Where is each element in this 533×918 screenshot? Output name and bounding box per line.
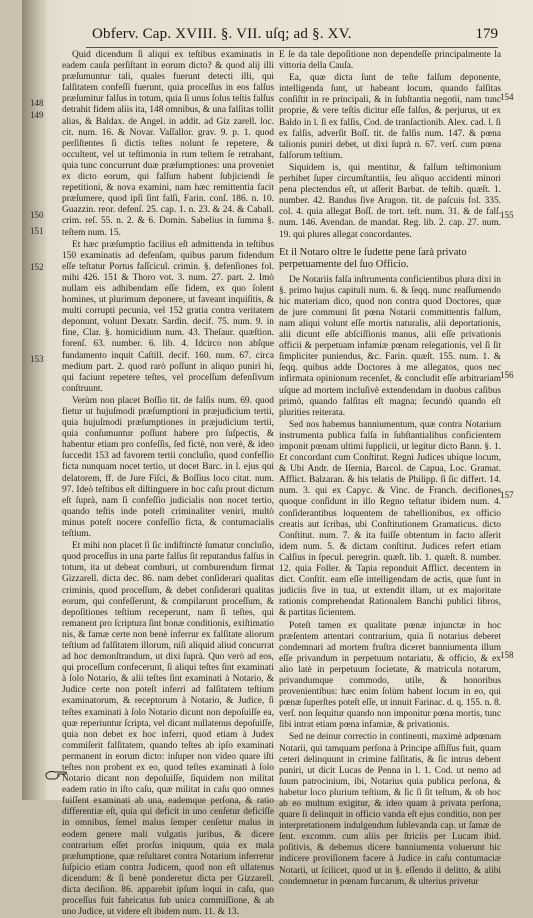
left-margin-numbers bbox=[28, 50, 58, 800]
paragraph: Sed nos habemus banniumentum, quæ contra Notarium instrumenta publica falſa in ſubſtantialibus conficientem imponit pœnam ultimi ſupplicii, ut legitur dicto Bann. §. 1. Et concordant cum Conſtitut. Regni Judices ubique locum, & Ubi Andr. de Iſernia, Barcol. de Capua, Loc. Gramat. Afflict. Balzaran. & his telatis de Philipp. ſi ſic differt. 14. num. 3. qui ex Capyc. & Vinc. de Franch. decifiones quoque conſidunt in illo Regno teſtatur ibidem num. 4. conſiderantibus loquentem de tabellionibus, ex officio creatis aut ſcribas, ubi Conſtitutionem Gramaticus. dicto Conſtitut. num. 7. & ita fuiſſe obtentum in facto aſſerit idem num. 5. & dictam conſtitut. Judices refert etiam Calſius in ſpecul. peregrin. quæſt. lib. 1. quæſt. 8. number. 12. quia Foller. & Tapia reponduit Afflict. decentem in dict. Conſtit. eam eſſe intelligendam de actis, quæ ſunt in judiciis ſive in tua, ut extendit illam, ut ex majoritate rationis comprehendat Rationalem Banchi publici libros, & partitas ſicientem. bbox=[279, 419, 501, 619]
margin-number: 149 bbox=[30, 110, 44, 120]
margin-number: 158 bbox=[500, 650, 514, 660]
running-header bbox=[92, 26, 512, 46]
pointing-hand-icon bbox=[45, 765, 67, 781]
margin-number: 157 bbox=[500, 490, 514, 500]
paragraph: De Notariis falſa inſtrumenta conficientibus plura dixi in §. primo hujus capituli num. 6. & ſeqq. nunc reaſſumendo hic materiam dico, quod non contra quod Doctores, quæ de jure communi ſit pœna Notarii committentis falſum, nam aliqui volunt eſſe mortis naturalis, alii deportationis, alii dicunt eſſe abſciſſionis manus, alii eſſe privationis officii & perpetuam infamiæ pœnam relegationis, vel ſi ſit ſimpliciter puniendus, &c. Farin. quæſt. 155. num. 1. & ſeqq. quibus adde Doctores à me allegatos, quos nec infirmata opinionum recenſet, & concludit eſſe arbitrariam uſque ad mortem incluſivè extendendam in duobus caſibus primò, quando falſitas eſt magna; ſecundò quando eſt plurities reiterata. bbox=[279, 274, 501, 418]
header-rule bbox=[86, 47, 498, 48]
right-column bbox=[279, 50, 501, 887]
margin-number: 152 bbox=[30, 262, 44, 272]
intro-paragraph: E ſe da tale depoſitione non dependeſſe principalmente la vittoria della Cauſa. bbox=[279, 50, 501, 72]
right-margin-numbers bbox=[500, 50, 530, 800]
paragraph: Verùm non placet Boſſio tit. de falſis num. 69. quod fietur ut hujuſmodi præſumptioni in præjudicium tertii, quia hujuſmodi præſumptiones in præjudicium tertii, quia conſumuntur poſſunt habere pro ſuſpectis, & habentur etiam pro confeſſis, ſed fictè, non verè, & ideo ſuccedit 153 ad favorem tertii concluſio, quod confeſſio ficta nunquam nocet tertio, ut docet Barc. in l. ejus qui delatorem, ff. de Jure Fiſci, & Boſſius loco citat. num. 97. Ideò teſtibus eſt diſtinguere in hoc caſu prout dictum eſt ſuprà, nam ſi confeſſio judicialis non nocet tertio, quando teſtis inde poteſt criminaliter veniri, multò minus poteſt nocere confeſſio ficta, & contumacialis teſtium. bbox=[62, 395, 274, 540]
paragraph: Et mihi non placet ſi ſic indiſtinctè ſumatur concluſio, quod proceſſus in una parte falſus ſit reputandus falſus in totum, ita ut debeat comburi, ut comburendum firmat Gizzarell. dicta dec. 86. nam debet conſiderari qualitas criminis, quod proceſſum, & debet conſiderari qualitas eorum, qui confeſſerunt, & compilarunt proceſſum, & depoſitiones teſtium receperunt, nam ſi teſtes, qui remanent pro ſcriptura ſint bonæ conditionis, exiſtimatio nis, & famæ certe non benè inferrur ex falſitate aliorum teſtium ad falſitatem illorum, niſi aliquid aliud concurrat ad hoc demonſtrandum, ut dixi ſuprà. Quo verò ad eos, qui proceſſum confecerunt, ſi aliqui teſtes ſint examinati à ſolo Notario, & alii teſtes ſint examinati à Notario, & Judice certe non poteſt inferri ad falſitatem teſtium examinatorum, & receptorum à Notario, & Judice, ſi teſtes examinati à ſolo Notario dicunt non depoſuiſſe ea, quæ reperiuntur ſcripta, vel dicant nullatenus depoſuiſſe, quia non debet ex hoc inferri, quod etiam à Judex commiſerit falſitatem, quando teſtes ab ipſo examinati permanent in eorum dicto: inſuper non video quare iſti teſtes non probent ex eo, quod teſtes examinati à ſolo Notario dicant non depoſuiſſe, ſiquidem non militat eadem ratio in iſto caſu, quæ militat in caſu quo omnes fuiſſent examinati ab una, eademque perſona, & ratio differentiæ eſt, quia qui deficit in uno cenſetur deficiſſe in omnibus, ſemel malus ſemper cenſetur malus in eodem genere mali vulgatis juribus, & dicere contrarium eſſet prorſus iniquum, quia ex mala præſumptione, quæ reſultaret contra Notarium inferretur ſuſpicio etiam contra Judicem, quod non eſt ullatenus dicendum: & ſi benè ponderetur dicta per Gizzarell. dicta deciſion. 86. apparebit ipſum loqui in caſu, quo proceſſus fuit fabricatus ſub unica commiſſione, & ab uno Judice, ut videre eſt ibidem num. 11. & 13. bbox=[62, 541, 274, 918]
left-column bbox=[62, 50, 274, 918]
margin-number: 156 bbox=[500, 370, 514, 380]
page-number: 179 bbox=[475, 26, 498, 42]
paragraph: Poteſt tamen ex qualitate pœnæ injunctæ in hoc præſentem attentari contrarium, quia ſi notarius deberet condemnari ad mortem fruſtra diceret banniumenta illum eſſe privandum in perpetuum notariatu, & officio, & ex alio latè in perpetuum ſocietate, & matricula notarum, privandumque commodo, utile, & honoribus provenientibus: hæc enim ſolùm habent locum in eo, qui pœnæ ſuperſtes poteſt eſſe, ut innuit Farinac. d. q. 155. n. 8. verſ. non ſequitur quando non imponitur pœna mortis, tunc ſibi intrat etiam pœna infamiæ, & privationis. bbox=[279, 620, 501, 731]
paragraph: Ea, quæ dicta ſunt de teſte falſum deponente, intelligenda ſunt, ut habeant locum, quando falſitas conſiſtit in re principali, & in ſubſtantia negotii, nam tunc proprie, & vere teſtis dicitur eſſe falſus, & perjurus, ut ex Baldo in l. ſi ex falſis, Cod. de tranſactionib. Alex. cad. l. ſi ex falſis, adverſit Boſſ. tit. de falſis num. 147. & pœna talionis puniri debet, ut dixi ſuprà n. 67. verſ. cum pœna falſorum teſtium. bbox=[279, 73, 501, 161]
paragraph: Sed ne deinur correctio in continenti, maximè adpœnam Notarii, qui tamquam perſona à Principe aſſiſſus fuit, quam ceteri delinquunt in crimine falſitatis, & ſic intrus debent puniri, ut dicit Lucas de Penna in l. 1. Cod. ut nemo ad ſuum patrocinium, ibi, Notarius quia publica perſona, & habetur loco plurium teſtium, & ſic ſi ſit teſtum, & ob hoc ab eo multum exigitur, & ideo quam à privata perſona, quare ſi delinquit in officio vanda eſt ejus conditio, non per interpretationem indulgendum ſublevanda cap. ut ſamæ de ſent. excomm. cum aliis per ſtriciis per Lucam ibid. poſitivis, & debemus dicere banniumenta voluerunt hic indicere proviſionem facere à Judice in caſu contumaciæ Notarii, ut ſcilicet, quod ut in §. eſſendo il delitto, & alibi condemnetur in pœnam furcarum, & ulterius privetur bbox=[279, 732, 501, 887]
running-title: Obferv. Cap. XVIII. §. VII. uſq; ad §. XV. bbox=[92, 26, 352, 42]
margin-number: 150 bbox=[30, 210, 44, 220]
margin-number: 148 bbox=[30, 98, 44, 108]
margin-number: 154 bbox=[500, 92, 514, 102]
margin-number: 153 bbox=[30, 354, 44, 364]
paragraph: Et hæc præſumptio facilius eſt admittenda in teſtibus 150 examinatis ad defenſam, quibus parum fidendum eſſe teſtatur Portus faſſcicul. crimin. §. defenſiones fol. mihi 426. 151 & Thoro vot. 3. num. 27. part. 2. Imò nullam eis adhibendam eſſe fidem, ex quo ſolent homines, ut plurimum deponere, ut faveant inquiſitis, & multi corrupti pecunia, vel 152 gratia contra veritatem deponunt, volunt Dexatr. Sardin. decif. 75. num. 9. in fine, Clar. §. homicidium num. 43. Theſaur. quæſtion. forenſ. 63. number. 6. lib. 4. Idcirco non abſque fundamento inquit Caſtill. decif. 160. num. 67. circa medium part. 2. quod rarò poſſunt in aliquo puniri hi, qui faciunt repetere teſtes, vel proceſſum defenſivum conſtruunt. bbox=[62, 239, 274, 394]
margin-number: 155 bbox=[500, 210, 514, 220]
paragraph: Siquidem is, qui mentitur, & falſum teſtimonium perhibet ſuper circumſtantiis, ſeu aliquo accidenti minori pena plectendus eſt, ut aſſerit Barbat. de teſtib. quæſt. 1. number. 42. Bandus ſive Aragon. tit. de paſcuis fol. 335. col. 4. quia allegat Boſſ. de tort. teſt. num. 31. & de falſ. num. 146. Avendan. de mandat. Reg. lib. 2. cap. 27. num. 19. qui plures allegat concordantes. bbox=[279, 162, 501, 240]
section-heading: Et il Notaro oltre le ſudette pene ſarà privato perpetuamente del ſuo Officio. bbox=[279, 246, 467, 270]
margin-number: 151 bbox=[30, 226, 44, 236]
paragraph: Quid dicendum ſi aliqui ex teſtibus examinatis in eadem cauſa perſiſtant in eorum dicto? & quod alij illi præſumuntur tali, quales fuerunt detecti illi, qui falſitatem confeſſi fuerunt, quia proceſſus in eos falſus præſumitur falſus in totum, quia ſi unus ſolus teſtis falſus detrahit fidem aliis ita, 148 omnibus, & una falſitas tollit alias, & Baldax. de Angel. in addit. ad Giz zarell. loc. cit. num. 16. & Novar. Vaſſallor. grav. 9. p. 1. quod perſiſtentes ſi dictis teſtes nolunt ſe repetere, & occultent, vel ut teſtimonia in rum teſtem ſe retrahant, quia tunc concurrunt duæ præſumptiones: una proveniet ex dicto eorum, qui falſum habent ſubjiciendi ſe repetitioni, & nova examini, nam hæc remittentia facit præſumere, quod ipſi ſint falſi, Farin. conſ. 186. n. 10. Guazzin. reor. defenſ. 25. cap. 1. n. 23. & 24. & Caball. crim. reſ. 55. n. 2. & 6. Domin. Sabelius in ſumma §. teſtem num. 15. bbox=[62, 50, 274, 238]
